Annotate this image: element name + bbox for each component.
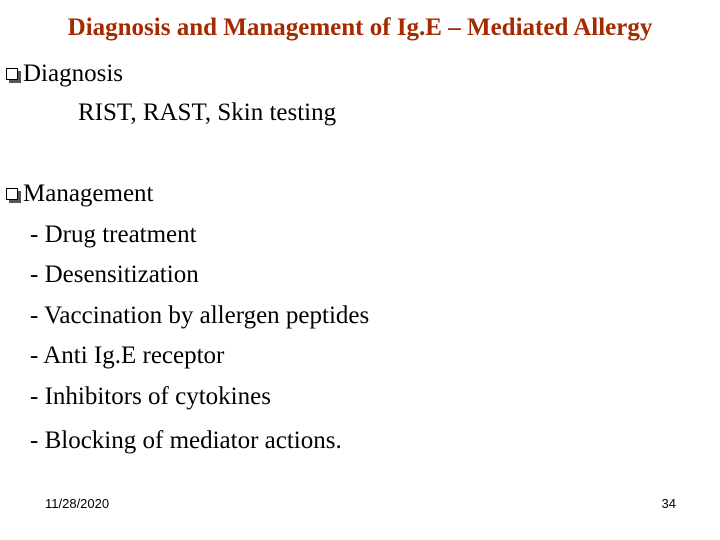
checkbox-bullet-icon: [6, 188, 21, 203]
checkbox-bullet-icon: [6, 68, 21, 83]
diagnosis-heading-text: Diagnosis: [23, 60, 123, 87]
management-heading-text: Management: [23, 180, 154, 207]
page-number: 34: [661, 496, 676, 511]
slide-title: Diagnosis and Management of Ig.E – Mediated Allergy: [67, 14, 653, 41]
management-heading: [6, 180, 154, 208]
list-item: - Desensitization: [30, 261, 199, 288]
list-item: - Inhibitors of cytokines: [30, 383, 271, 410]
diagnosis-heading: [6, 60, 123, 88]
footer-date: 11/28/2020: [45, 496, 110, 511]
diagnosis-text: RIST, RAST, Skin testing: [78, 99, 337, 126]
list-item: - Blocking of mediator actions.: [30, 427, 342, 454]
list-item: - Vaccination by allergen peptides: [30, 302, 370, 329]
list-item: - Anti Ig.E receptor: [30, 342, 225, 369]
list-item: - Drug treatment: [30, 221, 197, 248]
